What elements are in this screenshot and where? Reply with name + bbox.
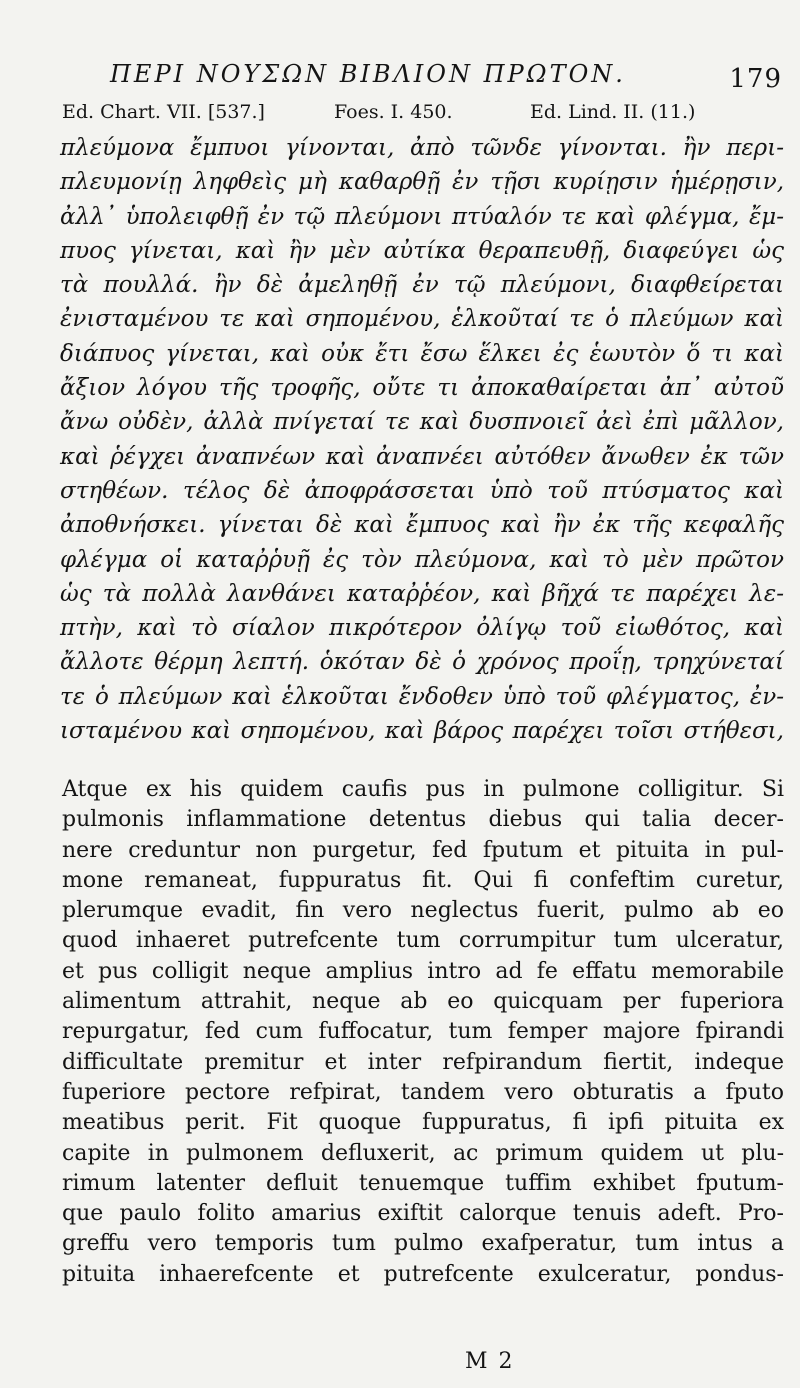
latin-text-line: greffu vero temporis tum pulmo exafperatur, tum intus a [62,1231,784,1257]
latin-text-line: Atque ex his quidem caufis pus in pulmone colligitur. Si [62,777,784,802]
signature-mark: M 2 [465,1349,515,1374]
page-header [110,60,800,96]
latin-text-line: mone remaneat, fuppuratus fit. Qui fi confeftim curetur, [62,867,784,893]
greek-text-line: τὰ πουλλά. ἢν δὲ ἀμεληθῇ ἐν τῷ πλεύμονι, διαφθείρεται [60,272,784,299]
greek-text-line: φλέγμα οἱ καταῤῥυῇ ἐς τὸν πλεύμονα, καὶ τὸ μὲν πρῶτον [60,546,784,573]
running-title: ΠΕΡΙ ΝΟΥΣΩΝ ΒΙΒΛΙΟΝ ΠΡΩΤΟΝ. [110,60,626,88]
ref-linden: Ed. Lind. II. (11.) [530,101,696,123]
greek-text-line: ἄνω οὐδὲν, ἀλλὰ πνίγεταί τε καὶ δυσπνοιεῖ ἀεὶ ἐπὶ μᾶλλον, [60,409,784,436]
greek-text-line: ἄλλοτε θέρμη λεπτή. ὁκόταν δὲ ὁ χρόνος προΐῃ, τρηχύνεταί [60,649,784,676]
latin-text-line: rimum latenter defluit tenuemque tuffim exhibet fputum- [62,1170,784,1196]
latin-text-line: difficultate premitur et inter refpirandum fiertit, indeque [62,1049,784,1075]
latin-text-line: plerumque evadit, fin vero neglectus fuerit, pulmo ab eo [62,898,784,924]
latin-text-line: quod inhaeret putrefcente tum corrumpitur tum ulceratur, [62,928,784,954]
greek-text-line: τε ὁ πλεύμων καὶ ἑλκοῦται ἔνδοθεν ὑπὸ τοῦ φλέγματος, ἐν- [60,683,784,710]
latin-text-line: pituita inhaerefcente et putrefcente exulceratur, pondus- [62,1261,784,1287]
latin-text-line: nere creduntur non purgetur, fed fputum et pituita in pul- [62,837,784,863]
ref-chartier: Ed. Chart. VII. [537.] [62,101,265,123]
greek-text-line: ἀλλ᾿ ὑπολειφθῇ ἐν τῷ πλεύμονι πτύαλόν τε καὶ φλέγμα, ἔμ- [60,203,784,230]
greek-text-line: ὡς τὰ πολλὰ λανθάνει καταῤῥέον, καὶ βῆχά τε παρέχει λε- [60,580,784,607]
greek-text-line: πλεύμονα ἔμπυοι γίνονται, ἀπὸ τῶνδε γίνονται. ἢν περι- [60,135,784,161]
latin-text-block [62,775,784,1290]
greek-text-line: ἄξιον λόγου τῆς τροφῆς, οὔτε τι ἀποκαθαίρεται ἀπ᾿ αὐτοῦ [60,375,784,402]
latin-text-line: fuperiore pectore refpirat, tandem vero obturatis a fputo [62,1079,784,1105]
ref-foes: Foes. I. 450. [334,101,453,123]
greek-text-line: στηθέων. τέλος δὲ ἀποφράσσεται ὑπὸ τοῦ πτύσματος καὶ [60,477,784,504]
greek-text-line: ἀποθνήσκει. γίνεται δὲ καὶ ἔμπυος καὶ ἢν ἐκ τῆς κεφαλῆς [60,512,784,539]
latin-text-line: meatibus perit. Fit quoque fuppuratus, fi ipfi pituita ex [62,1110,784,1136]
greek-text-line: διάπυος γίνεται, καὶ οὐκ ἔτι ἔσω ἕλκει ἐς ἑωυτὸν ὅ τι καὶ [60,340,784,367]
latin-text-line: pulmonis inflammatione detentus diebus qui talia decer- [62,807,784,833]
latin-text-line: que paulo folito amarius exiftit calorque tenuis adeft. Pro- [62,1201,784,1227]
greek-text-line: ισταμένου καὶ σηπομένου, καὶ βάρος παρέχει τοῖσι στήθεσι, [60,718,784,745]
latin-text-line: capite in pulmonem defluxerit, ac primum quidem ut plu- [62,1140,784,1166]
greek-text-block [60,131,784,748]
latin-text-line: et pus colligit neque amplius intro ad fe effatu memorabile [62,958,784,984]
latin-text-line: repurgatur, fed cum fuffocatur, tum femper majore fpirandi [62,1019,784,1045]
greek-text-line: καὶ ῥέγχει ἀναπνέων καὶ ἀναπνέει αὐτόθεν ἄνωθεν ἐκ τῶν [60,443,784,470]
greek-text-line: πλευμονίῃ ληφθεὶς μὴ καθαρθῇ ἐν τῇσι κυρίῃσιν ἡμέρῃσιν, [60,169,784,196]
edition-references [62,101,782,129]
page-number: 179 [729,64,782,94]
latin-text-line: alimentum attrahit, neque ab eo quicquam per fuperiora [62,989,784,1015]
greek-text-line: πτὴν, καὶ τὸ σίαλον πικρότερον ὀλίγῳ τοῦ εἰωθότος, καὶ [60,615,784,642]
greek-text-line: πυος γίνεται, καὶ ἢν μὲν αὐτίκα θεραπευθῇ, διαφεύγει ὡς [60,237,784,264]
greek-text-line: ἐνισταμένου τε καὶ σηπομένου, ἑλκοῦταί τε ὁ πλεύμων καὶ [60,306,784,333]
